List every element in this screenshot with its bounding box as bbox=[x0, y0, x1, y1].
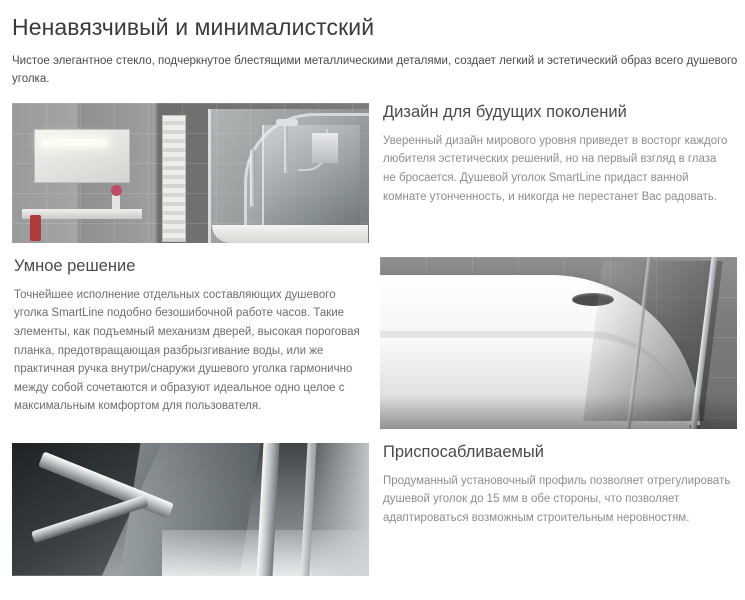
blurred-edge-overlay bbox=[311, 443, 369, 576]
section-title: Приспосабливаемый bbox=[383, 442, 544, 461]
bathroom-photo bbox=[12, 103, 369, 243]
shower-handle-shape bbox=[250, 149, 255, 207]
vase-shape bbox=[112, 195, 120, 210]
section-text-column bbox=[369, 103, 737, 207]
towel-shape bbox=[30, 215, 41, 241]
shower-panel-shape bbox=[312, 133, 338, 163]
flower-shape bbox=[111, 185, 122, 196]
photo-shadow-overlay bbox=[380, 395, 737, 429]
profile-closeup-photo bbox=[12, 443, 369, 576]
page-title: Ненавязчивый и минималистский bbox=[12, 14, 375, 40]
shower-bar-shape bbox=[284, 125, 288, 173]
section-body: Продуманный установочный профиль позволяет отрегулировать душевой уголок до 15 мм в обе стороны, что позволяет адаптироваться возможным строительным неровностям. bbox=[383, 474, 731, 524]
mirror-light-shape bbox=[42, 139, 106, 146]
shower-head-shape bbox=[276, 119, 298, 126]
section-body: Уверенный дизайн мирового уровня приведет в восторг каждого любителя эстетических решений, но на первый взгляд в глаза не бросается. Душевой уголок SmartLine придаст ванной комнате утонченность, и никогда не перестанет Вас радовать. bbox=[383, 134, 728, 203]
section-text-column bbox=[369, 443, 737, 528]
section-smart-solution bbox=[8, 257, 737, 429]
section-body: Точнейшее исполнение отдельных составляющих душевого уголка SmartLine подобно безошибочной работе часов. Такие элементы, как подъемный механизм дверей, высокая пороговая планка, предотвращающая разбрызгивание воды, или же практичная ручка внутри/снаружи душевого уголка гармонично между собой сочетаются и образуют идеальное одно целое с максимальным комфортом для пользователя. bbox=[14, 288, 360, 413]
section-title: Дизайн для будущих поколений bbox=[383, 102, 627, 121]
section-title: Умное решение bbox=[14, 256, 136, 275]
mirror-shape bbox=[34, 129, 130, 183]
section-design-for-future-generations bbox=[8, 103, 737, 243]
section-adaptable bbox=[8, 443, 737, 576]
shower-tray-shape bbox=[212, 225, 368, 243]
shower-tray-photo bbox=[380, 257, 737, 429]
section-text-column bbox=[12, 257, 380, 416]
radiator-shape bbox=[162, 115, 186, 242]
page-intro: Чистое элегантное стекло, подчеркнутое блестящими металлическими деталями, создает легкий и эстетический образ всего душевого уголка. bbox=[12, 55, 738, 85]
